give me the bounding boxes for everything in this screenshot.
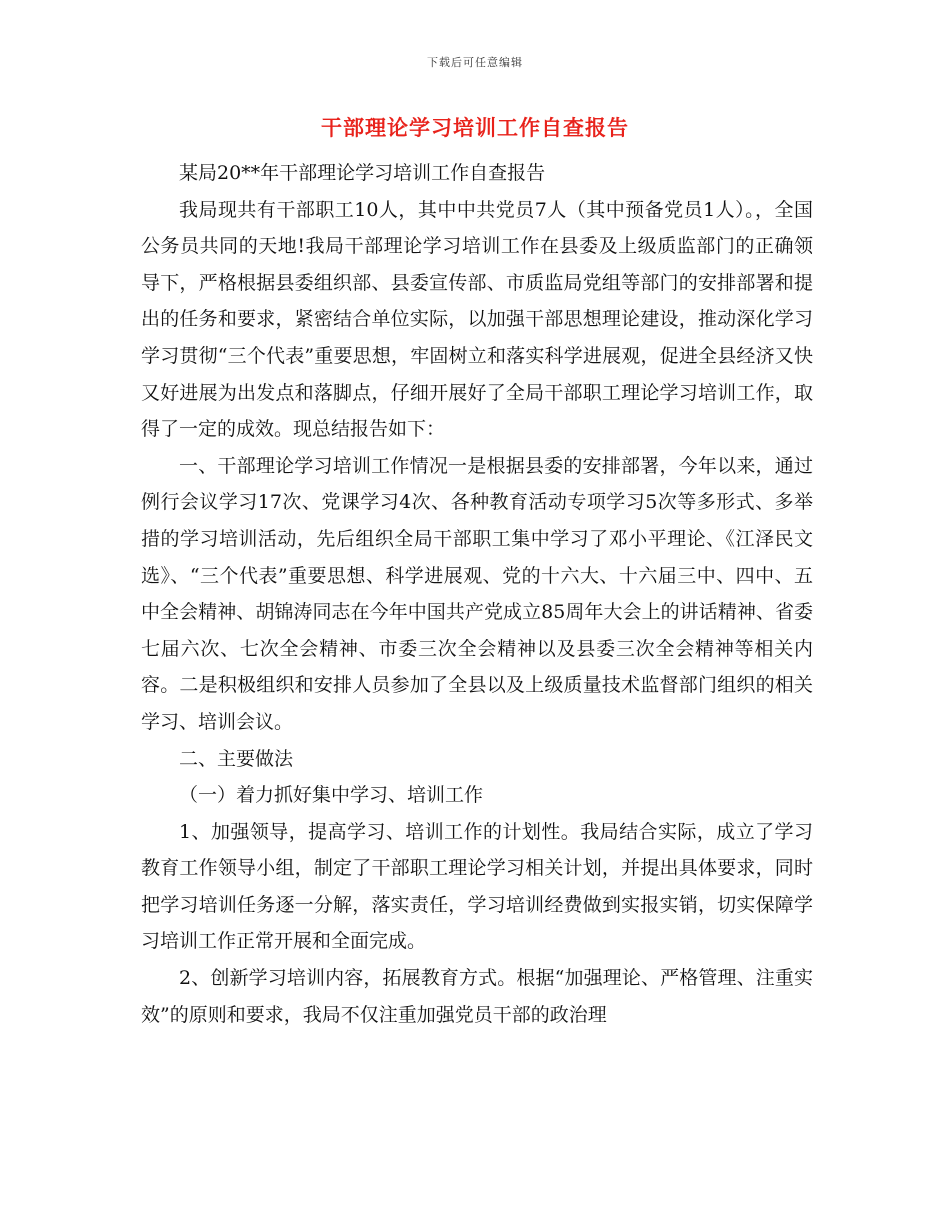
page-header-note: 下载后可任意编辑	[427, 56, 523, 69]
paragraph-subsection-heading: （一）着力抓好集中学习、培训工作	[179, 784, 484, 807]
paragraph-subtitle: 某局20**年干部理论学习培训工作自查报告	[179, 162, 546, 184]
paragraph-item-two: 2、创新学习培训内容，拓展教育方式。根据“加强理论、严格管理、注重实效”的原则和要求，我局不仅注重加强党员干部的政治理	[141, 967, 813, 1026]
paragraph-item-one: 1、加强领导，提高学习、培训工作的计划性。我局结合实际，成立了学习教育工作领导小组，制定了干部职工理论学习相关计划，并提出具体要求，同时把学习培训任务逐一分解，落实责任，学习培训经费做到实报实销，切实保障学习培训工作正常开展和全面完成。	[141, 820, 813, 953]
document-title: 干部理论学习培训工作自查报告	[321, 115, 629, 140]
paragraph-intro: 我局现共有干部职工10人，其中中共党员7人（其中预备党员1人）。，全国公务员共同的天地!我局干部理论学习培训工作在县委及上级质监部门的正确领导下，严格根据县委组织部、县委宣传部、市质监局党组等部门的安排部署和提出的任务和要求，紧密结合单位实际，以加强干部思想理论建设，推动深化学习学习贯彻“三个代表”重要思想，牢固树立和落实科学进展观，促进全县经济又快又好进展为出发点和落脚点，仔细开展好了全局干部职工理论学习培训工作，取得了一定的成效。现总结报告如下：	[141, 198, 813, 441]
paragraph-section-one: 一、干部理论学习培训工作情况一是根据县委的安排部署，今年以来，通过例行会议学习17次、党课学习4次、各种教育活动专项学习5次等多形式、多举措的学习培训活动，先后组织全局干部职工集中学习了邓小平理论、《江泽民文选》、“三个代表”重要思想、科学进展观、党的十六大、十六届三中、四中、五中全会精神、胡锦涛同志在今年中国共产党成立85周年大会上的讲话精神、省委七届六次、七次全会精神、市委三次全会精神以及县委三次全会精神等相关内容。二是积极组织和安排人员参加了全县以及上级质量技术监督部门组织的相关学习、培训会议。	[141, 454, 813, 733]
paragraph-section-two-heading: 二、主要做法	[179, 747, 294, 770]
document-body	[141, 155, 813, 1033]
